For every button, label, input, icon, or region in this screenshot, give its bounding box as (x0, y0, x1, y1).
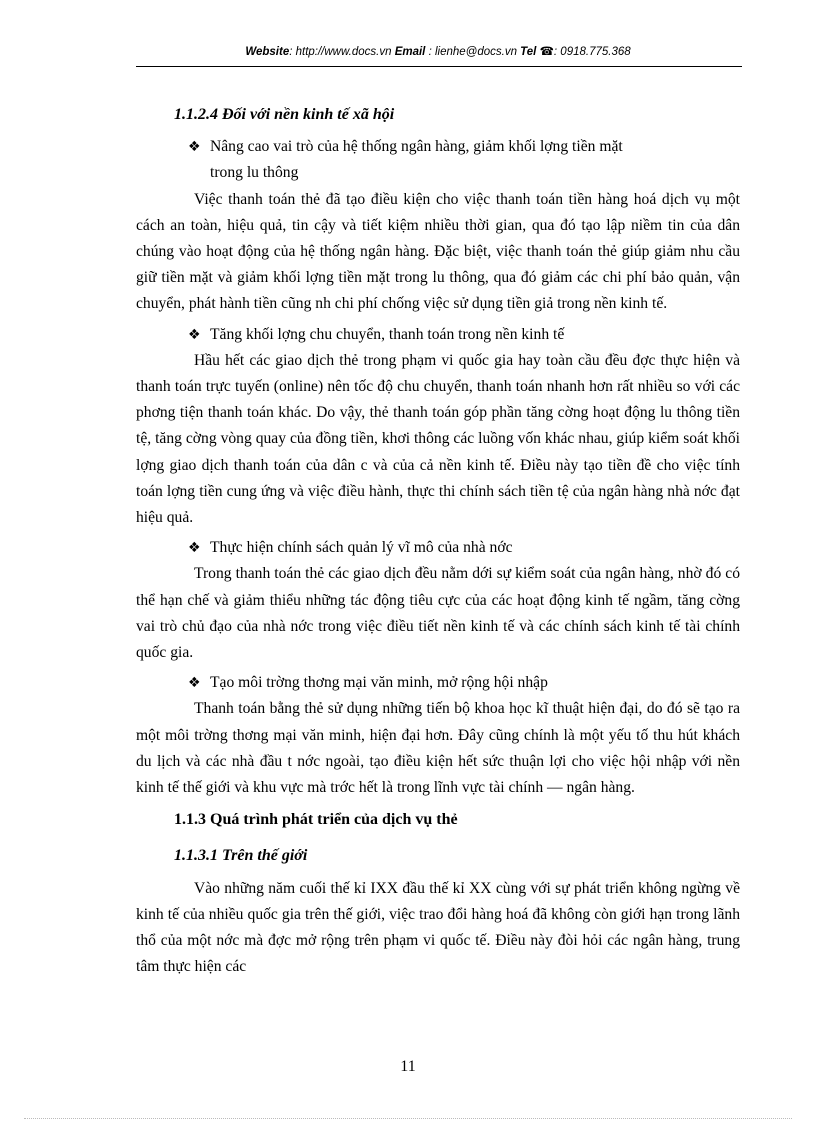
page-bottom-divider (24, 1118, 792, 1119)
header-divider (136, 66, 742, 67)
bullet-item: ❖ Nâng cao vai trò của hệ thống ngân hàng, giảm khối lợng tiền mặt trong lu thông (188, 134, 740, 186)
section-title-1124: 1.1.2.4 Đối với nền kinh tế xã hội (174, 106, 395, 123)
tel-label: Tel (520, 46, 537, 58)
page-number: 11 (400, 1058, 416, 1075)
email-label: Email (394, 46, 426, 58)
bullet-item: ❖ Tăng khối lợng chu chuyển, thanh toán trong nền kinh tế (188, 322, 740, 348)
bullet-item: ❖ Thực hiện chính sách quản lý vĩ mô của nhà nớc (188, 535, 740, 561)
paragraph: Hầu hết các giao dịch thẻ trong phạm vi quốc gia hay toàn cầu đều đợc thực hiện và thanh toán trực tuyến (online) nên tốc độ chu chuyển, thanh toán nhanh hơn rất nhiều so với các phơng tiện thanh toán khác. Do vậy, thẻ thanh toán góp phần tăng cờng hoạt động lu thông tiền tệ, tăng cờng vòng quay của đồng tiền, khơi thông các luồng vốn khác nhau, giúp kiểm soát khối lợng giao dịch thanh toán của dân c và của cả nền kinh tế. Điều này tạo tiền đề cho việc tính toán lợng tiền cung ứng và việc điều hành, thực thi chính sách tiền tệ của ngân hàng nhà nớc đạt hiệu quả. (136, 351, 740, 527)
bullet-item: ❖ Tạo môi trờng thơng mại văn minh, mở rộng hội nhập (188, 670, 740, 696)
document-body (136, 102, 740, 985)
website-label: Website (245, 46, 290, 58)
paragraph: Vào những năm cuối thế kỉ IXX đầu thế kỉ XX cùng với sự phát triển không ngừng về kinh tế của nhiều quốc gia trên thế giới, việc trao đổi hàng hoá đã không còn giới hạn trong lãnh thổ của một nớc mà đợc mở rộng trên phạm vi quốc tế. Điều này đòi hỏi các ngân hàng, trung tâm thực hiện các (136, 879, 740, 976)
paragraph: Trong thanh toán thẻ các giao dịch đều nằm dới sự kiểm soát của ngân hàng, nhờ đó có thể hạn chế và giảm thiểu những tác động tiêu cực của các hoạt động kinh tế ngầm, tăng cờng vai trò chủ đạo của nhà nớc trong việc điều tiết nền kinh tế và các chính sách kinh tế tài chính quốc gia. (136, 565, 740, 662)
diamond-bullet-icon: ❖ (188, 326, 201, 343)
section-title-113: 1.1.3 Quá trình phát triển của dịch vụ thẻ (174, 811, 458, 829)
phone-icon: ☎ (539, 46, 554, 58)
website-value[interactable]: : http://www.docs.vn (289, 46, 392, 58)
diamond-bullet-icon: ❖ (188, 139, 201, 156)
paragraph: Thanh toán bằng thẻ sử dụng những tiến bộ khoa học kĩ thuật hiện đại, do đó sẽ tạo ra một môi trờng thơng mại văn minh, hiện đại hơn. Đây cũng chính là một yếu tố thu hút khách du lịch và các nhà đầu t nớc ngoài, tạo điều kiện hết sức thuận lợi cho việc hội nhập với nền kinh tế thế giới và khu vực mà trớc hết là trong lĩnh vực tài chính — ngân hàng. (136, 700, 740, 797)
page-header (136, 44, 740, 58)
section-title-1131: 1.1.3.1 Trên thế giới (174, 847, 308, 865)
paragraph: Việc thanh toán thẻ đã tạo điều kiện cho việc thanh toán tiền hàng hoá dịch vụ một cách an toàn, hiệu quả, tin cậy và tiết kiệm nhiều thời gian, qua đó tạo lập niềm tin của dân chúng vào hoạt động của hệ thống ngân hàng. Đặc biệt, việc thanh toán thẻ giúp giảm nhu cầu giữ tiền mặt và giảm khối lợng tiền mặt trong lu thông, qua đó giảm các chi phí bảo quản, vận chuyển, phát hành tiền cũng nh chi phí chống việc sử dụng tiền giả trong nền kinh tế. (136, 190, 740, 313)
tel-value: : 0918.775.368 (553, 46, 631, 58)
email-value[interactable]: : lienhe@docs.vn (428, 46, 517, 58)
diamond-bullet-icon: ❖ (188, 675, 201, 692)
diamond-bullet-icon: ❖ (188, 540, 201, 557)
